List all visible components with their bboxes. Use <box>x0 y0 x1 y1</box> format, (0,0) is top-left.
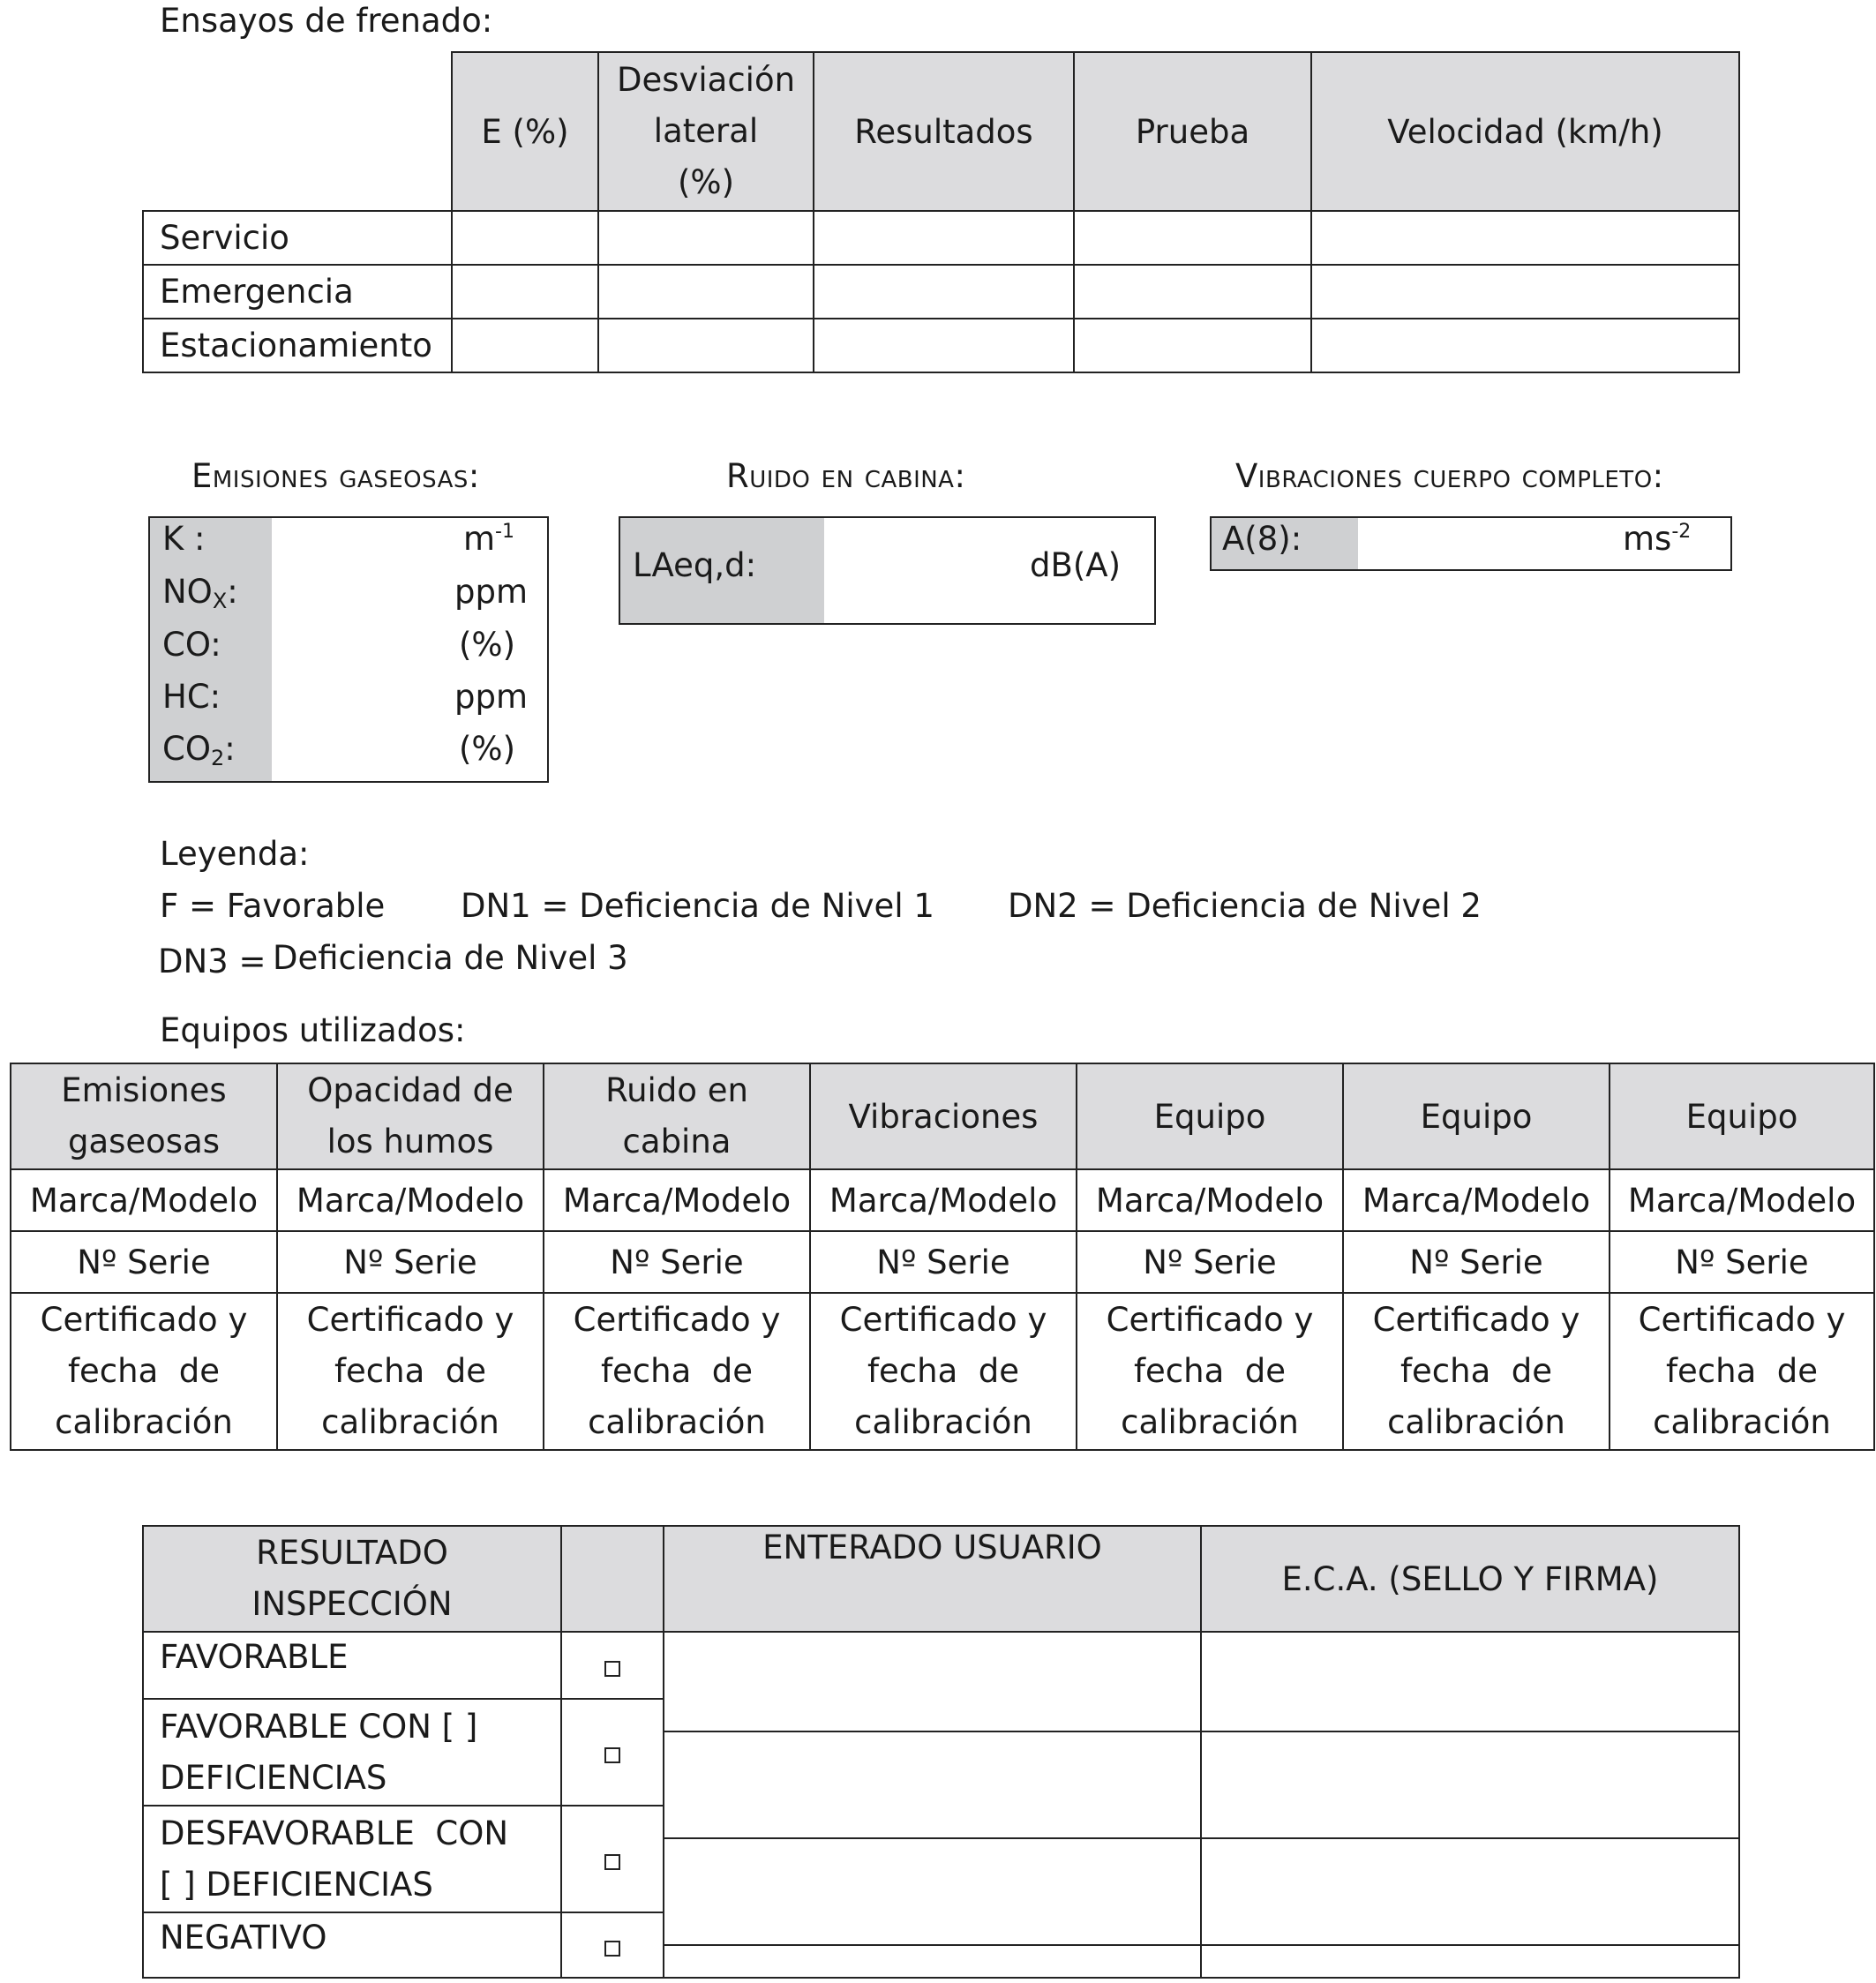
legend-favorable: F = Favorable <box>160 887 386 925</box>
emissions-co2-colon: : <box>224 730 236 768</box>
emissions-title: Emisiones gaseosas: <box>191 457 480 495</box>
brake-header-results: Resultados <box>814 52 1074 211</box>
brake-cell[interactable] <box>598 319 814 372</box>
noise-label: LAeq,d: <box>633 546 757 584</box>
result-header <box>143 1526 561 1632</box>
equipment-serial-cell[interactable]: Nº Serie <box>1343 1231 1610 1293</box>
vibration-box <box>1210 516 1732 571</box>
equipment-cert-line2: fecha de <box>600 1352 754 1390</box>
equipment-cert-line2: fecha de <box>67 1352 221 1390</box>
brake-cell[interactable] <box>1311 265 1739 319</box>
brake-header-deviation-line1: Desviación <box>616 61 796 99</box>
equipment-cert-line3: calibración <box>321 1403 499 1441</box>
vibration-label: A(8): <box>1222 520 1302 558</box>
brake-cell[interactable] <box>452 211 598 265</box>
equipment-header-noise-line2: cabina <box>622 1123 732 1161</box>
equipment-cert-line3: calibración <box>854 1403 1032 1441</box>
legend-dn3-value: Deficiencia de Nivel 3 <box>273 939 628 977</box>
equipment-cert-line2: fecha de <box>334 1352 487 1390</box>
result-header-check-col <box>561 1526 664 1632</box>
equipment-cert-cell[interactable] <box>11 1293 277 1450</box>
vibration-unit-wrap <box>1623 520 1691 558</box>
result-checkbox-unfavorable[interactable] <box>561 1806 664 1912</box>
emissions-hc-label: HC: <box>162 678 221 716</box>
user-ack-header <box>664 1526 1201 1632</box>
result-checkbox-favorable[interactable] <box>561 1632 664 1699</box>
emissions-box <box>148 516 549 783</box>
equipment-table <box>10 1063 1875 1451</box>
equipment-cert-line1: Certificado y <box>306 1301 514 1339</box>
equipment-cert-line1: Certificado y <box>1372 1301 1580 1339</box>
equipment-cert-line3: calibración <box>1121 1403 1299 1441</box>
equipment-cert-line2: fecha de <box>867 1352 1020 1390</box>
equipment-model-cell[interactable]: Marca/Modelo <box>1343 1169 1610 1231</box>
brake-cell[interactable] <box>1074 319 1311 372</box>
equipment-model-cell[interactable]: Marca/Modelo <box>11 1169 277 1231</box>
checkbox-icon[interactable] <box>604 1747 620 1763</box>
equipment-cert-cell[interactable] <box>810 1293 1077 1450</box>
equipment-model-cell[interactable]: Marca/Modelo <box>1077 1169 1343 1231</box>
brake-header-deviation-line3: (%) <box>677 163 735 201</box>
noise-unit: dB(A) <box>1030 546 1122 584</box>
brake-row-emergency: Emergencia <box>143 265 452 319</box>
emissions-row-nox <box>162 573 238 613</box>
result-row-line2: DEFICIENCIAS <box>160 1758 387 1797</box>
brake-header-speed: Velocidad (km/h) <box>1311 52 1739 211</box>
equipment-header-opacity-line1: Opacidad de <box>307 1071 514 1109</box>
brake-section-title: Ensayos de frenado: <box>160 2 493 40</box>
equipment-header-equipment: Equipo <box>1610 1063 1874 1169</box>
equipment-header-emissions <box>11 1063 277 1169</box>
equipment-serial-cell[interactable]: Nº Serie <box>810 1231 1077 1293</box>
brake-cell[interactable] <box>1311 319 1739 372</box>
equipment-serial-cell[interactable]: Nº Serie <box>277 1231 544 1293</box>
equipment-cert-line2: fecha de <box>1399 1352 1553 1390</box>
emissions-row-co2 <box>162 730 236 770</box>
noise-title: Ruido en cabina: <box>726 457 966 495</box>
result-row-unfavorable <box>143 1806 561 1912</box>
equipment-header-emissions-line1: Emisiones <box>61 1071 227 1109</box>
brake-cell[interactable] <box>598 211 814 265</box>
user-ack-header-text: ENTERADO USUARIO <box>762 1529 1102 1566</box>
equipment-cert-line1: Certificado y <box>1638 1301 1846 1339</box>
equipment-header-opacity-line2: los humos <box>326 1123 494 1161</box>
vibration-title: Vibraciones cuerpo completo: <box>1235 457 1664 495</box>
equipment-header-noise-line1: Ruido en <box>605 1071 748 1109</box>
result-header-line1: RESULTADO <box>256 1534 448 1572</box>
vibration-unit: ms <box>1623 520 1672 558</box>
brake-header-deviation-line2: lateral <box>653 112 759 150</box>
equipment-cert-line3: calibración <box>55 1403 233 1441</box>
emissions-k-label: K : <box>162 520 206 558</box>
equipment-cert-line2: fecha de <box>1665 1352 1819 1390</box>
equipment-cert-line1: Certificado y <box>40 1301 248 1339</box>
brake-cell[interactable] <box>452 319 598 372</box>
result-checkbox-negative[interactable] <box>561 1912 664 1978</box>
emissions-row-k <box>162 520 206 558</box>
legend-dn2: DN2 = Deficiencia de Nivel 2 <box>1008 887 1482 925</box>
user-ack-cell[interactable] <box>664 1632 1201 1978</box>
equipment-title: Equipos utilizados: <box>160 1011 466 1049</box>
eca-stamp-cell[interactable] <box>1201 1632 1739 1978</box>
legend-dn1: DN1 = Deficiencia de Nivel 1 <box>461 887 934 925</box>
equipment-cert-line1: Certificado y <box>573 1301 781 1339</box>
equipment-cert-line3: calibración <box>588 1403 766 1441</box>
equipment-cert-line1: Certificado y <box>1106 1301 1314 1339</box>
result-row-favorable: FAVORABLE <box>143 1632 561 1699</box>
equipment-header-equipment: Equipo <box>1077 1063 1343 1169</box>
emissions-co-label: CO: <box>162 626 221 664</box>
inspection-result-table <box>142 1525 1740 1979</box>
result-row-line1: DESFAVORABLE CON <box>160 1814 509 1852</box>
result-row-favorable-deficiencies <box>143 1699 561 1806</box>
result-header-line2: INSPECCIÓN <box>251 1585 453 1623</box>
equipment-header-emissions-line2: gaseosas <box>67 1123 221 1161</box>
equipment-header-equipment: Equipo <box>1343 1063 1610 1169</box>
equipment-model-cell[interactable]: Marca/Modelo <box>1610 1169 1874 1231</box>
vibration-unit-exp: -2 <box>1671 521 1692 543</box>
equipment-cert-line3: calibración <box>1387 1403 1565 1441</box>
brake-cell[interactable] <box>814 265 1074 319</box>
brake-cell[interactable] <box>452 265 598 319</box>
brake-cell[interactable] <box>814 211 1074 265</box>
emissions-nox-unit: ppm <box>454 573 529 611</box>
emissions-nox-label: NO <box>162 573 213 611</box>
legend-title: Leyenda: <box>160 835 310 873</box>
emissions-co2-sub: 2 <box>210 746 225 770</box>
equipment-serial-cell[interactable]: Nº Serie <box>1077 1231 1343 1293</box>
brake-cell[interactable] <box>1311 211 1739 265</box>
brake-row-service: Servicio <box>143 211 452 265</box>
equipment-serial-cell[interactable]: Nº Serie <box>544 1231 810 1293</box>
checkbox-icon[interactable] <box>604 1941 620 1957</box>
brake-cell[interactable] <box>598 265 814 319</box>
equipment-model-cell[interactable]: Marca/Modelo <box>810 1169 1077 1231</box>
equipment-model-cell[interactable]: Marca/Modelo <box>544 1169 810 1231</box>
result-checkbox-favorable-deficiencies[interactable] <box>561 1699 664 1806</box>
emissions-row-k-unit <box>463 520 514 558</box>
equipment-cert-cell[interactable] <box>277 1293 544 1450</box>
equipment-model-cell[interactable]: Marca/Modelo <box>277 1169 544 1231</box>
equipment-header-noise <box>544 1063 810 1169</box>
result-row-line2: [ ] DEFICIENCIAS <box>160 1865 433 1904</box>
emissions-hc-unit: ppm <box>454 678 529 716</box>
brake-header-test: Prueba <box>1074 52 1311 211</box>
result-row-negative: NEGATIVO <box>143 1912 561 1978</box>
equipment-serial-cell[interactable]: Nº Serie <box>11 1231 277 1293</box>
brake-row-parking: Estacionamiento <box>143 319 452 372</box>
emissions-nox-sub: X <box>212 589 228 613</box>
equipment-serial-cell[interactable]: Nº Serie <box>1610 1231 1874 1293</box>
equipment-cert-cell[interactable] <box>1610 1293 1874 1450</box>
equipment-header-opacity <box>277 1063 544 1169</box>
legend-dn3-key: DN3 = <box>158 943 266 980</box>
emissions-k-unit: m <box>463 520 496 558</box>
equipment-cert-line2: fecha de <box>1133 1352 1287 1390</box>
emissions-co2-unit: (%) <box>459 730 516 768</box>
emissions-co2-label: CO <box>162 730 211 768</box>
eca-stamp-header: E.C.A. (SELLO Y FIRMA) <box>1201 1526 1739 1632</box>
brake-header-blank <box>143 52 452 211</box>
checkbox-icon[interactable] <box>604 1854 620 1870</box>
emissions-nox-colon: : <box>227 573 238 611</box>
checkbox-icon[interactable] <box>604 1661 620 1677</box>
equipment-cert-cell[interactable] <box>1343 1293 1610 1450</box>
brake-header-e: E (%) <box>452 52 598 211</box>
brake-cell[interactable] <box>1074 211 1311 265</box>
brake-test-table <box>142 51 1740 373</box>
result-row-line1: FAVORABLE CON [ ] <box>160 1707 478 1746</box>
equipment-cert-cell[interactable] <box>544 1293 810 1450</box>
equipment-cert-cell[interactable] <box>1077 1293 1343 1450</box>
equipment-header-vibration: Vibraciones <box>810 1063 1077 1169</box>
equipment-cert-line1: Certificado y <box>839 1301 1047 1339</box>
brake-cell[interactable] <box>814 319 1074 372</box>
brake-header-deviation <box>598 52 814 211</box>
emissions-co-unit: (%) <box>459 626 516 664</box>
noise-box <box>619 516 1156 625</box>
brake-cell[interactable] <box>1074 265 1311 319</box>
equipment-cert-line3: calibración <box>1653 1403 1831 1441</box>
emissions-k-unit-exp: -1 <box>495 521 514 543</box>
